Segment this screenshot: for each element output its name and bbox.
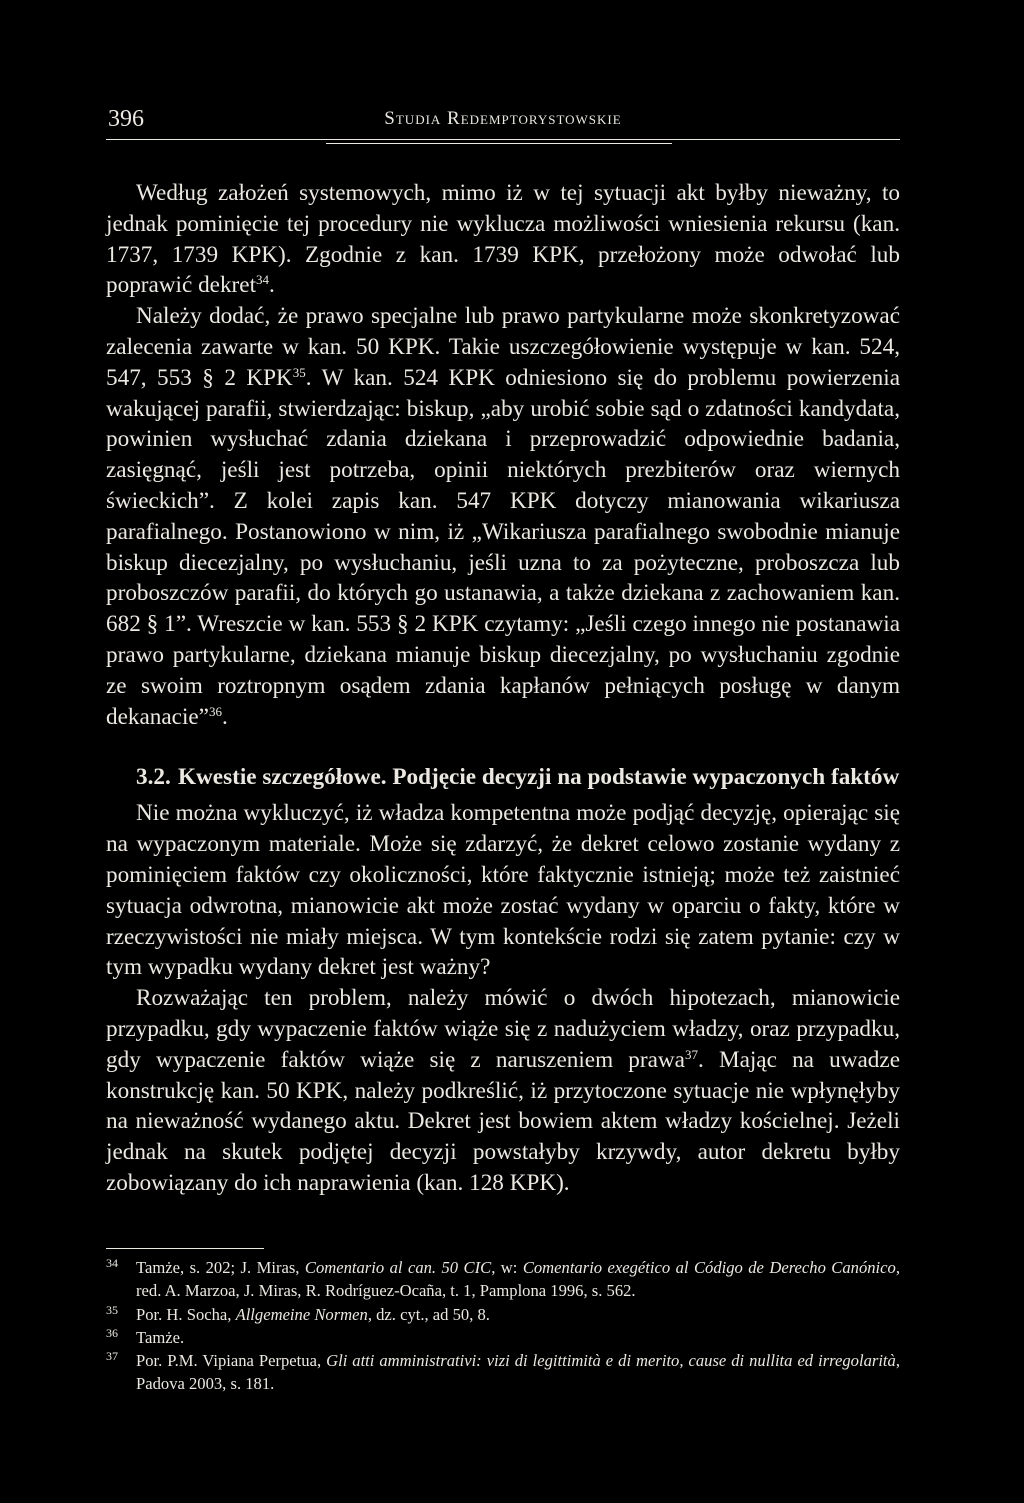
page-header xyxy=(106,104,900,134)
paragraph-2-continued: . W kan. 524 KPK odniesiono się do problemu powierzenia wakującej parafii, stwierdzając: biskup, „aby urobić sobie sąd o zdatności kandydata, powinien wysłuchać zdania dziekana i przeprowadzić odpowiednie badania, zasięgnąć, jeśli jest potrzeba, opinii niektórych prezbiterów oraz wiernych świeckich”. Z kolei zapis kan. 547 KPK dotyczy mianowania wikariusza parafialnego. Postanowiono w nim, iż „Wikariusza parafialnego swobodnie mianuje biskup diecezjalny, po wysłuchaniu, jeśli uzna to za pożyteczne, proboszcza lub proboszczów parafii, do których go ustanawia, a także dziekana z zachowaniem kan. 682 § 1”. Wreszcie w kan. 553 § 2 KPK czytamy: „Jeśli czego innego nie postanawia prawo partykularne, dziekana mianuje biskup diecezjalny, po wysłuchaniu zgodnie ze swoim roztropnym osądem zdania kapłanów pełniących posługę w danym dekanacie” xyxy=(106,364,900,730)
footnote-title: Allgemeine Normen xyxy=(235,1304,368,1324)
footnote-title: Comentario exegético al Código de Derecho Canónico xyxy=(522,1258,896,1277)
footnote-number: 34 xyxy=(106,1256,118,1270)
footnote-text: , Padova 2003, s. 181. xyxy=(136,1351,900,1394)
footnote-text: Por. P.M. Vipiana Perpetua, xyxy=(136,1351,327,1371)
footnote-text: Por. H. Socha, xyxy=(136,1304,236,1324)
footnote-text: , dz. cyt., ad 50, 8. xyxy=(367,1304,490,1324)
footnote-text: Tamże. xyxy=(136,1327,185,1347)
footnote-35 xyxy=(106,1303,900,1326)
footnotes xyxy=(106,1256,900,1396)
header-rule xyxy=(106,139,900,140)
paragraph-2 xyxy=(106,301,900,732)
footnote-title: Gli atti amministrativi: vizi di legittimità e di merito, cause di nullita ed irregolarità xyxy=(326,1351,896,1371)
footnote-separator xyxy=(106,1248,264,1249)
footnote-ref-36: 36 xyxy=(208,703,222,719)
footnote-34 xyxy=(106,1256,900,1303)
paragraph-4-end: . Mając na uwadze konstrukcję kan. 50 KPK, należy podkreślić, iż przytoczone sytuacje nie wpłynęłyby na nieważność wydanego aktu. Dekret jest bowiem aktem władzy kościelnej. Jeżeli jednak na skutek podjętej decyzji powstałyby krzywdy, autor dekretu byłby zobowiązany do ich naprawienia (kan. 128 KPK). xyxy=(106,1046,900,1196)
header-rule-double xyxy=(326,143,672,144)
page-number: 396 xyxy=(108,106,144,132)
footnote-ref-34: 34 xyxy=(256,272,270,288)
section-title: Kwestie szczegółowe. Podjęcie decyzji na podstawie wypaczonych faktów xyxy=(178,764,900,791)
paragraph-3: Nie można wykluczyć, iż władza kompetentna może podjąć decyzję, opierając się na wypaczonym materiale. Może się zdarzyć, że dekret celowo zostanie wydany z pominięciem faktów czy okoliczności, które faktycznie istnieją; może też zaistnieć sytuacja odwrotna, mianowicie akt może zostać wydany w oparciu o fakty, które w rzeczywistości nie miały miejsca. W tym kontekście rodzi się zatem pytanie: czy w tym wypadku wydany dekret jest ważny? xyxy=(106,800,900,981)
footnote-number: 35 xyxy=(106,1302,118,1317)
paragraph-1 xyxy=(106,178,900,301)
footnote-37 xyxy=(106,1349,900,1396)
footnote-ref-37: 37 xyxy=(684,1046,698,1062)
body-text xyxy=(106,178,900,1199)
footnote-text: , w: xyxy=(491,1258,523,1277)
footnote-text: , red. A. Marzoa, J. Miras, R. Rodríguez-Ocaña, t. 1, Pamplona 1996, s. 562. xyxy=(136,1258,900,1301)
running-head: Studia Redemptorystowskie xyxy=(384,108,622,129)
paragraph-4-text: Rozważając ten problem, należy mówić o dwóch hipotezach, mianowicie przypadku, gdy wypaczenie faktów wiąże się z nadużyciem władzy, oraz przypadku, gdy wypaczenie faktów wiąże się z naruszeniem prawa xyxy=(106,985,900,1073)
footnote-text: Tamże, s. 202; J. Miras, xyxy=(136,1258,305,1277)
footnote-36 xyxy=(106,1326,900,1349)
section-heading xyxy=(106,762,900,792)
footnote-number: 36 xyxy=(106,1325,118,1340)
paragraph-1-end: . xyxy=(269,272,275,299)
footnote-number: 37 xyxy=(106,1349,118,1364)
section-number: 3.2. xyxy=(136,764,171,791)
footnote-ref-35: 35 xyxy=(292,364,306,380)
footnote-title: Comentario al can. 50 CIC xyxy=(304,1258,492,1277)
paragraph-2-text: Należy dodać, że prawo specjalne lub prawo partykularne może skonkretyzować zalecenia zawarte w kan. 50 KPK. Takie uszczegółowienie występuje w kan. 524, 547, 553 § 2 KPK xyxy=(106,303,900,391)
paragraph-1-text: Według założeń systemowych, mimo iż w tej sytuacji akt byłby nieważny, to jednak pominięcie tej procedury nie wyklucza możliwości wniesienia rekursu (kan. 1737, 1739 KPK). Zgodnie z kan. 1739 KPK, przełożony może odwołać lub poprawić dekret xyxy=(106,180,900,299)
paragraph-2-end: . xyxy=(221,703,228,730)
paragraph-4 xyxy=(106,983,900,1199)
